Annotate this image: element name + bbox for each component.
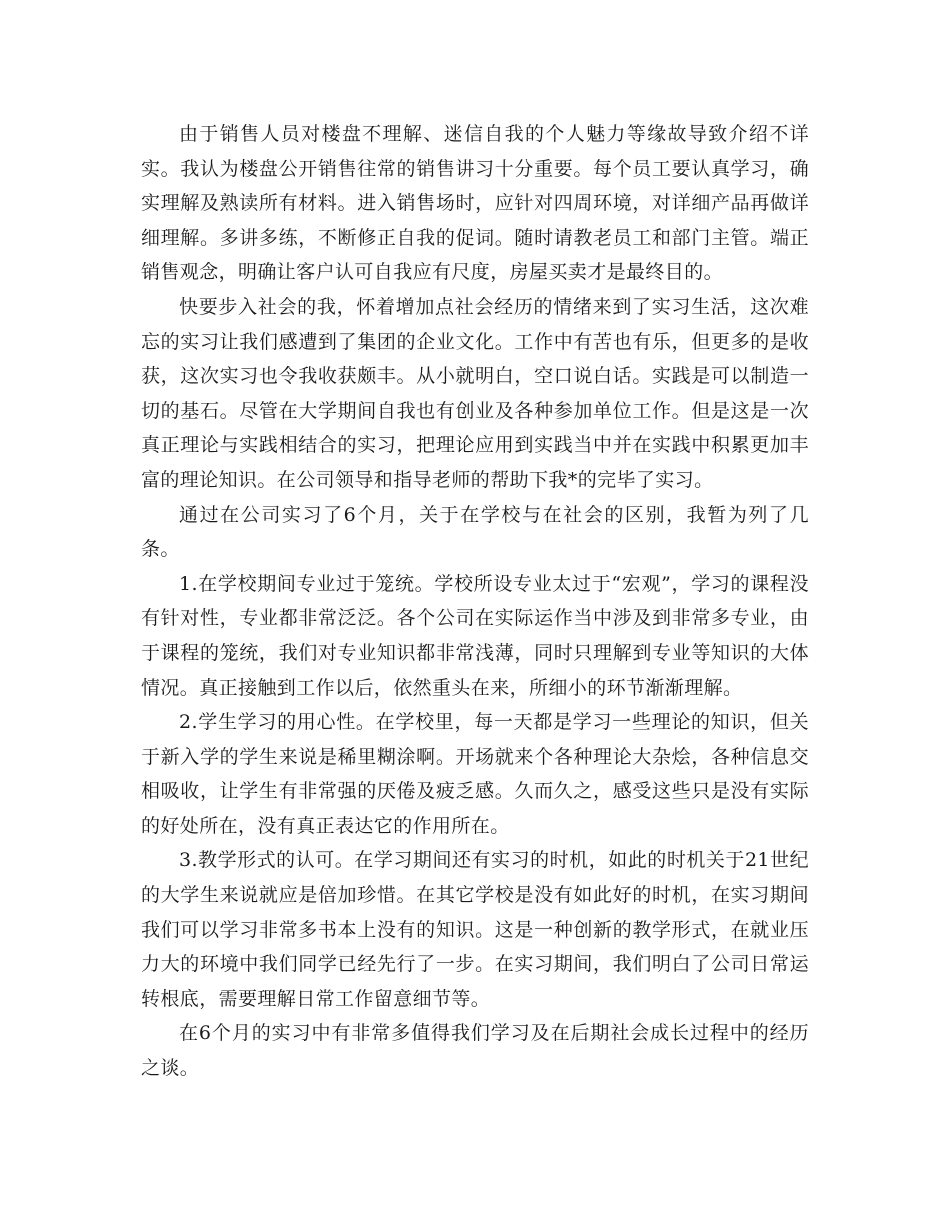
paragraph-point-3: 3.教学形式的认可。在学习期间还有实习的时机，如此的时机关于21世纪的大学生来说就应是倍加珍惜。在其它学校是没有如此好的时机，在实习期间我们可以学习非常多书本上没有的知识。这是一种创新的教学形式，在就业压力大的环境中我们同学已经先行了一步。在实习期间，我们明白了公司日常运转根底，需要理解日常工作留意细节等。	[141, 849, 809, 1010]
paragraph-point-1: 1.在学校期间专业过于笼统。学校所设专业太过于“宏观”，学习的课程没有针对性，专业都非常泛泛。各个公司在实际运作当中涉及到非常多专业，由于课程的笼统，我们对专业知识都非常浅薄，同时只理解到专业等知识的大体情况。真正接触到工作以后，依然重头在来，所细小的环节渐渐理解。	[141, 572, 809, 699]
paragraph-differences-intro: 通过在公司实习了6个月，关于在学校与在社会的区别，我暂为列了几条。	[141, 503, 809, 561]
paragraph-sales-training: 由于销售人员对楼盘不理解、迷信自我的个人魅力等缘故导致介绍不详实。我认为楼盘公开销售往常的销售讲习十分重要。每个员工要认真学习，确实理解及熟读所有材料。进入销售场时，应针对四周环境，对详细产品再做详细理解。多讲多练，不断修正自我的促词。随时请教老员工和部门主管。端正销售观念，明确让客户认可自我应有尺度，房屋买卖才是最终目的。	[141, 123, 809, 284]
paragraph-point-2: 2.学生学习的用心性。在学校里，每一天都是学习一些理论的知识，但关于新入学的学生来说是稀里糊涂啊。开场就来个各种理论大杂烩，各种信息交相吸收，让学生有非常强的厌倦及疲乏感。久而久之，感受这些只是没有实际的好处所在，没有真正表达它的作用所在。	[141, 711, 809, 837]
paragraph-conclusion: 在6个月的实习中有非常多值得我们学习及在后期社会成长过程中的经历之谈。	[141, 1022, 809, 1080]
paragraph-internship-reflection: 快要步入社会的我，怀着增加点社会经历的情绪来到了实习生活，这次难忘的实习让我们感遭到了集团的企业文化。工作中有苦也有乐，但更多的是收获，这次实习也令我收获颇丰。从小就明白，空口说白话。实践是可以制造一切的基石。尽管在大学期间自我也有创业及各种参加单位工作。但是这是一次真正理论与实践相结合的实习，把理论应用到实践当中并在实践中积累更加丰富的理论知识。在公司领导和指导老师的帮助下我*的完毕了实习。	[141, 295, 809, 491]
document-body	[141, 117, 809, 1086]
